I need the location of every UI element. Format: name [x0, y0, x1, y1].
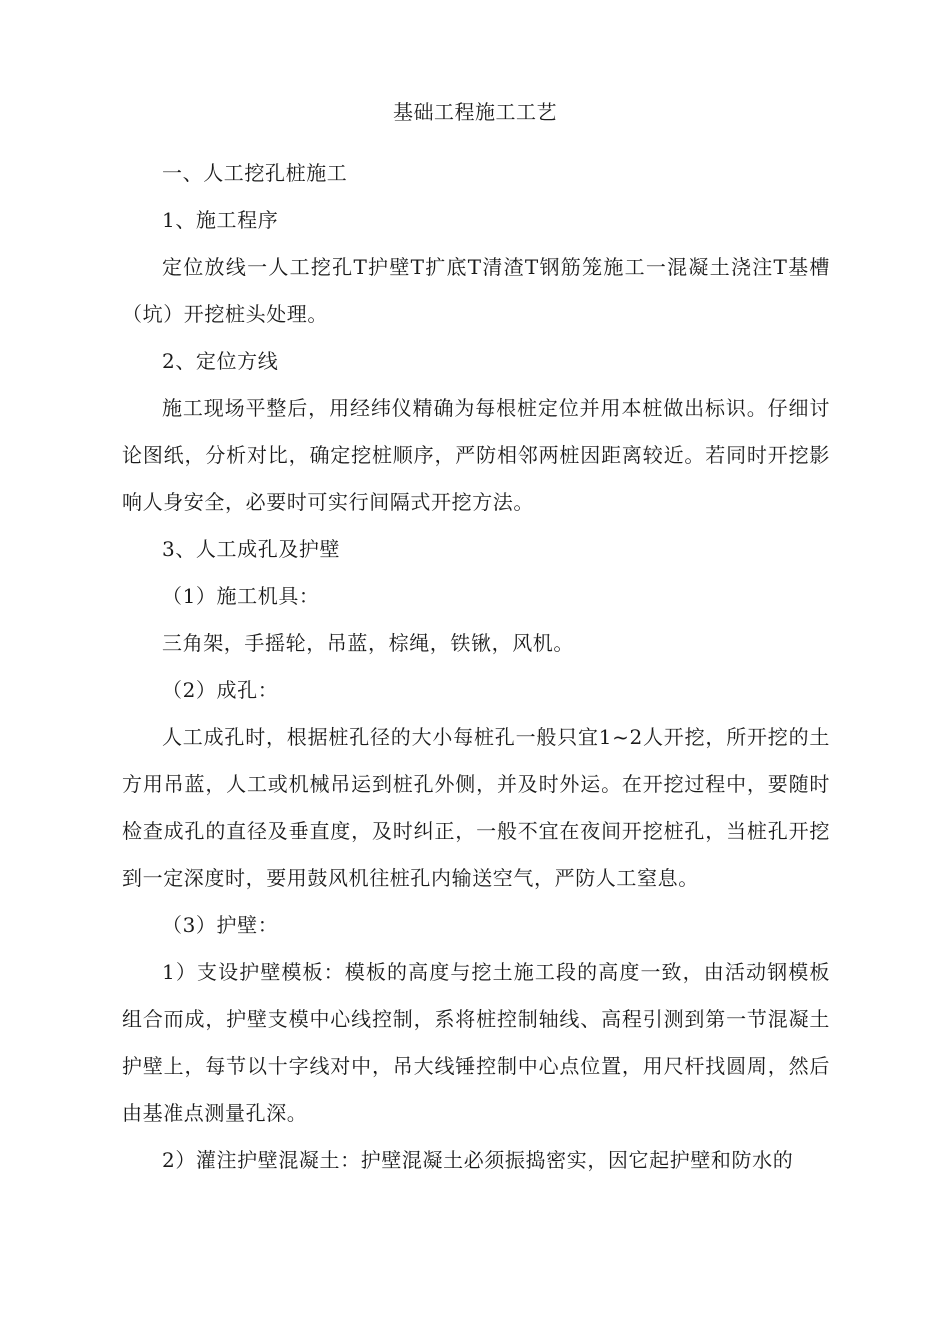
- subsection-heading-hole-forming: 3、人工成孔及护壁: [162, 537, 341, 561]
- subsection-heading-positioning: 2、定位方线: [162, 349, 279, 373]
- paragraph-procedure: 定位放线一人工挖孔T护壁T扩底T清渣T钢筋笼施工一混凝土浇注T基槽（坑）开挖桩头处理。: [122, 255, 830, 326]
- document-body: [122, 150, 830, 1184]
- item-heading-wall: （3）护壁：: [162, 913, 279, 937]
- section-heading-1: 一、人工挖孔桩施工: [162, 161, 348, 185]
- paragraph-wall-formwork: 1）支设护壁模板：模板的高度与挖土施工段的高度一致，由活动钢模板组合而成，护壁支模中心线控制，系将桩控制轴线、高程引测到第一节混凝土护壁上，每节以十字线对中，吊大线锤控制中心点位置，用尺杆找圆周，然后由基准点测量孔深。: [122, 960, 830, 1125]
- paragraph-wall-concrete: 2）灌注护壁混凝土：护壁混凝土必须振捣密实，因它起护壁和防水的: [162, 1148, 794, 1172]
- document-title: 基础工程施工工艺: [393, 100, 557, 124]
- subsection-heading-procedure: 1、施工程序: [162, 208, 279, 232]
- paragraph-forming: 人工成孔时，根据桩孔径的大小每桩孔一般只宜1~2人开挖，所开挖的土方用吊蓝，人工或机械吊运到桩孔外侧，并及时外运。在开挖过程中，要随时检查成孔的直径及垂直度，及时纠正，一般不宜在夜间开挖桩孔，当桩孔开挖到一定深度时，要用鼓风机往桩孔内输送空气，严防人工窒息。: [122, 725, 830, 890]
- item-heading-forming: （2）成孔：: [162, 678, 279, 702]
- paragraph-positioning: 施工现场平整后，用经纬仪精确为每根桩定位并用本桩做出标识。仔细讨论图纸，分析对比，确定挖桩顺序，严防相邻两桩因距离较近。若同时开挖影响人身安全，必要时可实行间隔式开挖方法。: [122, 396, 830, 514]
- paragraph-tools: 三角架，手摇轮，吊蓝，棕绳，铁锹，风机。: [162, 631, 574, 655]
- item-heading-tools: （1）施工机具：: [162, 584, 320, 608]
